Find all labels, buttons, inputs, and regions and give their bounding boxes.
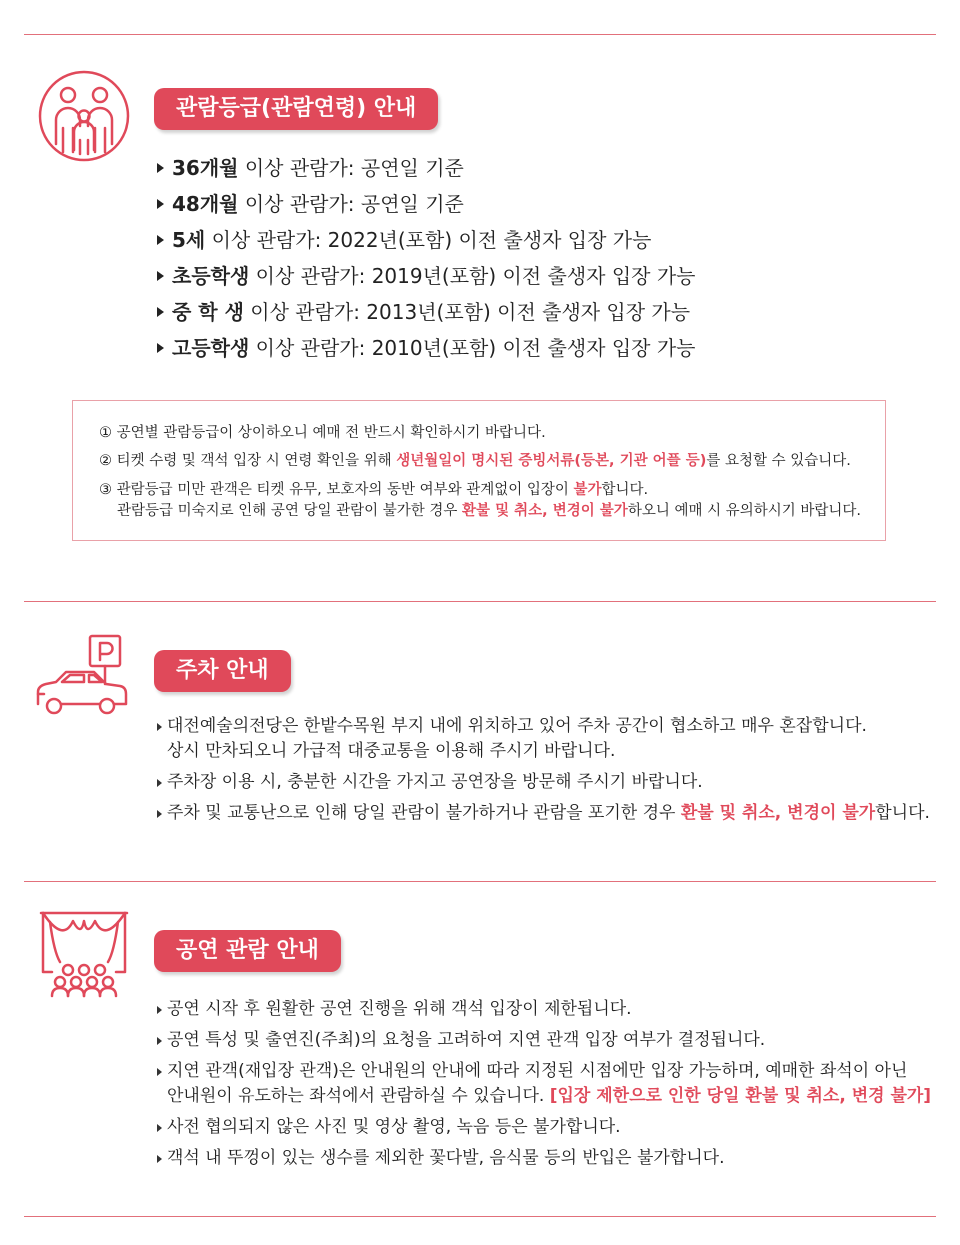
divider-top bbox=[24, 34, 936, 35]
bullet-icon bbox=[157, 1037, 162, 1045]
list-item: 48개월 이상 관람가: 공연일 기준 bbox=[157, 186, 695, 222]
parking-car-icon bbox=[34, 632, 130, 722]
theater-stage-icon bbox=[38, 910, 130, 998]
bullet-icon bbox=[157, 343, 164, 353]
parking-section-title: 주차 안내 bbox=[154, 650, 291, 692]
bullet-icon bbox=[157, 1068, 162, 1076]
bullet-icon bbox=[157, 1124, 162, 1132]
notice-line-2: ② 티켓 수령 및 객석 입장 시 연령 확인을 위해 생년월일이 명시된 증빙서류(등본, 기관 어플 등)를 요청할 수 있습니다. bbox=[99, 453, 851, 469]
show-list bbox=[157, 997, 931, 1177]
bullet-icon bbox=[157, 271, 164, 281]
list-item: 대전예술의전당은 한밭수목원 부지 내에 위치하고 있어 주차 공간이 협소하고 매우 혼잡합니다. 상시 만차되오니 가급적 대중교통을 이용해 주시기 바랍니다. bbox=[157, 714, 930, 764]
list-item: 공연 시작 후 원활한 공연 진행을 위해 객석 입장이 제한됩니다. bbox=[157, 997, 931, 1022]
bullet-icon bbox=[157, 810, 162, 818]
age-section-title: 관람등급(관람연령) 안내 bbox=[154, 88, 438, 130]
list-item: 주차장 이용 시, 충분한 시간을 가지고 공연장을 방문해 주시기 바랍니다. bbox=[157, 770, 930, 795]
divider-2 bbox=[24, 881, 936, 882]
family-icon bbox=[38, 70, 130, 162]
age-list bbox=[157, 150, 695, 366]
divider-1 bbox=[24, 601, 936, 602]
bullet-icon bbox=[157, 307, 164, 317]
bullet-icon bbox=[157, 779, 162, 787]
list-item: 36개월 이상 관람가: 공연일 기준 bbox=[157, 150, 695, 186]
list-item: 중 학 생 이상 관람가: 2013년(포함) 이전 출생자 입장 가능 bbox=[157, 294, 695, 330]
list-item: 공연 특성 및 출연진(주최)의 요청을 고려하여 지연 관객 입장 여부가 결정됩니다. bbox=[157, 1028, 931, 1053]
bullet-icon bbox=[157, 1155, 162, 1163]
bullet-icon bbox=[157, 235, 164, 245]
list-item: 객석 내 뚜껑이 있는 생수를 제외한 꽃다발, 음식물 등의 반입은 불가합니다. bbox=[157, 1146, 931, 1171]
list-item: 초등학생 이상 관람가: 2019년(포함) 이전 출생자 입장 가능 bbox=[157, 258, 695, 294]
parking-list bbox=[157, 714, 930, 832]
divider-bottom bbox=[24, 1216, 936, 1217]
notice-line-3: ③ 관람등급 미만 관객은 티켓 유무, 보호자의 동반 여부와 관계없이 입장이 불가합니다. bbox=[99, 482, 649, 498]
show-section-title: 공연 관람 안내 bbox=[154, 930, 341, 972]
list-item: 사전 협의되지 않은 사진 및 영상 촬영, 녹음 등은 불가합니다. bbox=[157, 1115, 931, 1140]
list-item: 고등학생 이상 관람가: 2010년(포함) 이전 출생자 입장 가능 bbox=[157, 330, 695, 366]
bullet-icon bbox=[157, 199, 164, 209]
notice-line-4: 관람등급 미숙지로 인해 공연 당일 관람이 불가한 경우 환불 및 취소, 변경이 불가하오니 예매 시 유의하시기 바랍니다. bbox=[117, 503, 861, 519]
list-item: 5세 이상 관람가: 2022년(포함) 이전 출생자 입장 가능 bbox=[157, 222, 695, 258]
notice-line-1: ① 공연별 관람등급이 상이하오니 예매 전 반드시 확인하시기 바랍니다. bbox=[99, 425, 546, 441]
bullet-icon bbox=[157, 723, 162, 731]
bullet-icon bbox=[157, 163, 164, 173]
list-item: 주차 및 교통난으로 인해 당일 관람이 불가하거나 관람을 포기한 경우 환불 및 취소, 변경이 불가합니다. bbox=[157, 801, 930, 826]
age-notice-box bbox=[72, 400, 886, 541]
bullet-icon bbox=[157, 1006, 162, 1014]
list-item: 지연 관객(재입장 관객)은 안내원의 안내에 따라 지정된 시점에만 입장 가능하며, 예매한 좌석이 아닌 안내원이 유도하는 좌석에서 관람하실 수 있습니다. [입장 제한으로 인한 당일 환불 및 취소, 변경 불가] bbox=[157, 1059, 931, 1109]
